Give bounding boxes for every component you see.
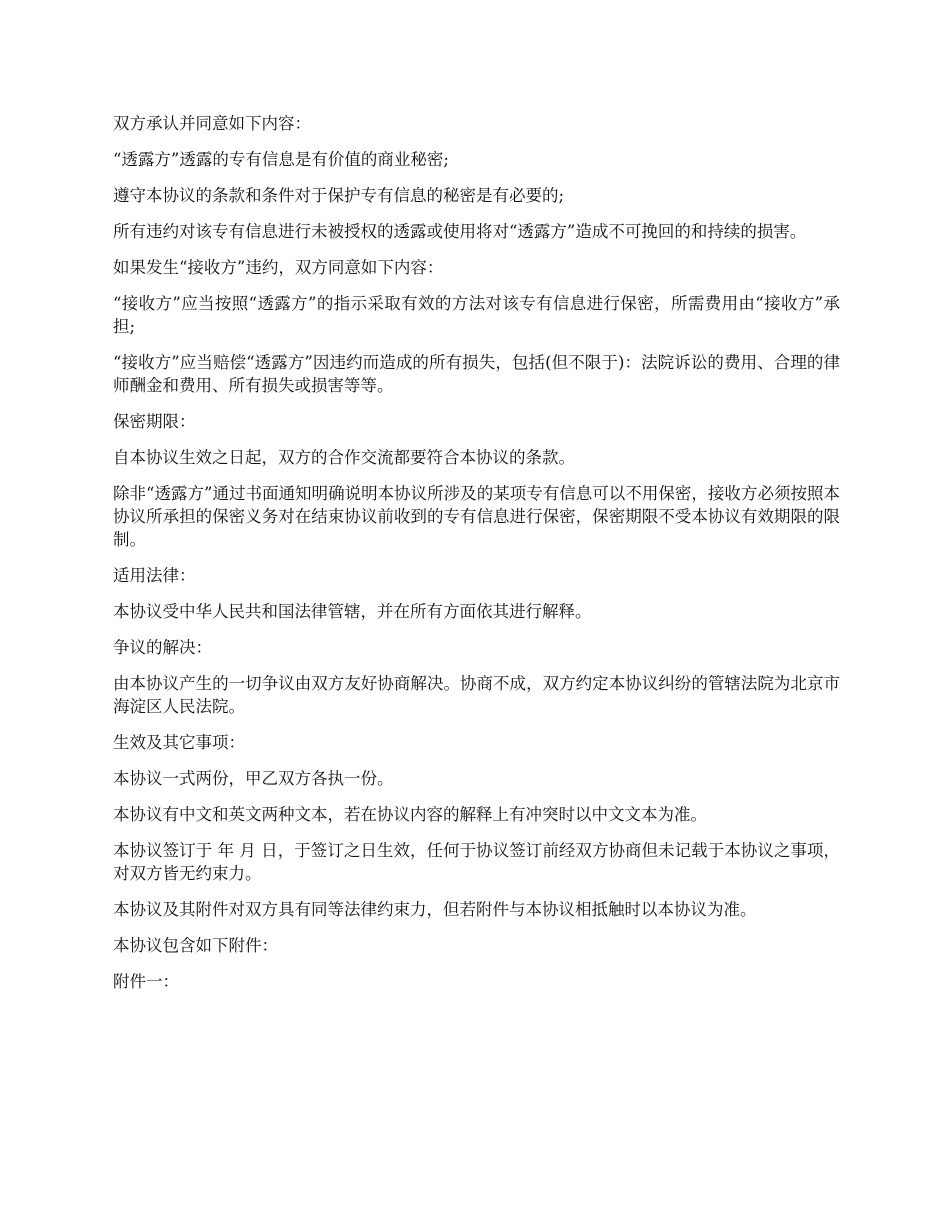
- paragraph-trade-secret: “透露方”透露的专有信息是有价值的商业秘密;: [113, 150, 449, 169]
- paragraph-dispute-resolution: 由本协议产生的一切争议由双方友好协商解决。协商不成，双方约定本协议纠纷的管辖法院为北京市海淀区人民法院。: [113, 674, 840, 716]
- paragraph-acknowledgement-heading: 双方承认并同意如下内容：: [113, 114, 311, 133]
- paragraph-effective-cooperation: 自本协议生效之日起，双方的合作交流都要符合本协议的条款。: [113, 448, 575, 467]
- paragraph-copies: 本协议一式两份，甲乙双方各执一份。: [113, 769, 394, 788]
- section-heading-dispute-resolution: 争议的解决：: [113, 638, 212, 657]
- document-body: [113, 112, 840, 1006]
- paragraph-attachments-effect: 本协议及其附件对双方具有同等法律约束力，但若附件与本协议相抵触时以本协议为准。: [113, 900, 757, 919]
- paragraph-signing-date: 本协议签订于 年 月 日，于签订之日生效，任何于协议签订前经双方协商但未记载于本协议之事项，对双方皆无约束力。: [113, 841, 840, 883]
- paragraph-breach-heading: 如果发生“接收方”违约，双方同意如下内容：: [113, 258, 444, 277]
- paragraph-necessity: 遵守本协议的条款和条件对于保护专有信息的秘密是有必要的;: [113, 186, 565, 205]
- paragraph-attachment-one: 附件一：: [113, 972, 179, 991]
- paragraph-confidentiality-obligation: 除非“透露方”通过书面通知明确说明本协议所涉及的某项专有信息可以不用保密，接收方必须按照本协议所承担的保密义务对在结束协议前收到的专有信息进行保密，保密期限不受本协议有效期限的限制。: [113, 484, 840, 549]
- paragraph-language-versions: 本协议有中文和英文两种文本，若在协议内容的解释上有冲突时以中文文本为准。: [113, 805, 707, 824]
- section-heading-confidentiality-term: 保密期限：: [113, 412, 196, 431]
- section-heading-governing-law: 适用法律：: [113, 566, 196, 585]
- paragraph-irreparable-damage: 所有违约对该专有信息进行未被授权的透露或使用将对“透露方”造成不可挽回的和持续的损害。: [113, 222, 807, 241]
- paragraph-attachments-list-heading: 本协议包含如下附件：: [113, 936, 278, 955]
- section-heading-effectiveness: 生效及其它事项：: [113, 733, 245, 752]
- paragraph-compensation: “接收方”应当赔偿“透露方”因违约而造成的所有损失，包括(但不限于)：法院诉讼的费用、合理的律师酬金和费用、所有损失或损害等等。: [113, 353, 840, 395]
- paragraph-governing-law: 本协议受中华人民共和国法律管辖，并在所有方面依其进行解释。: [113, 602, 592, 621]
- paragraph-remedy-measures: “接收方”应当按照“透露方”的指示采取有效的方法对该专有信息进行保密，所需费用由“接收方”承担;: [113, 294, 840, 336]
